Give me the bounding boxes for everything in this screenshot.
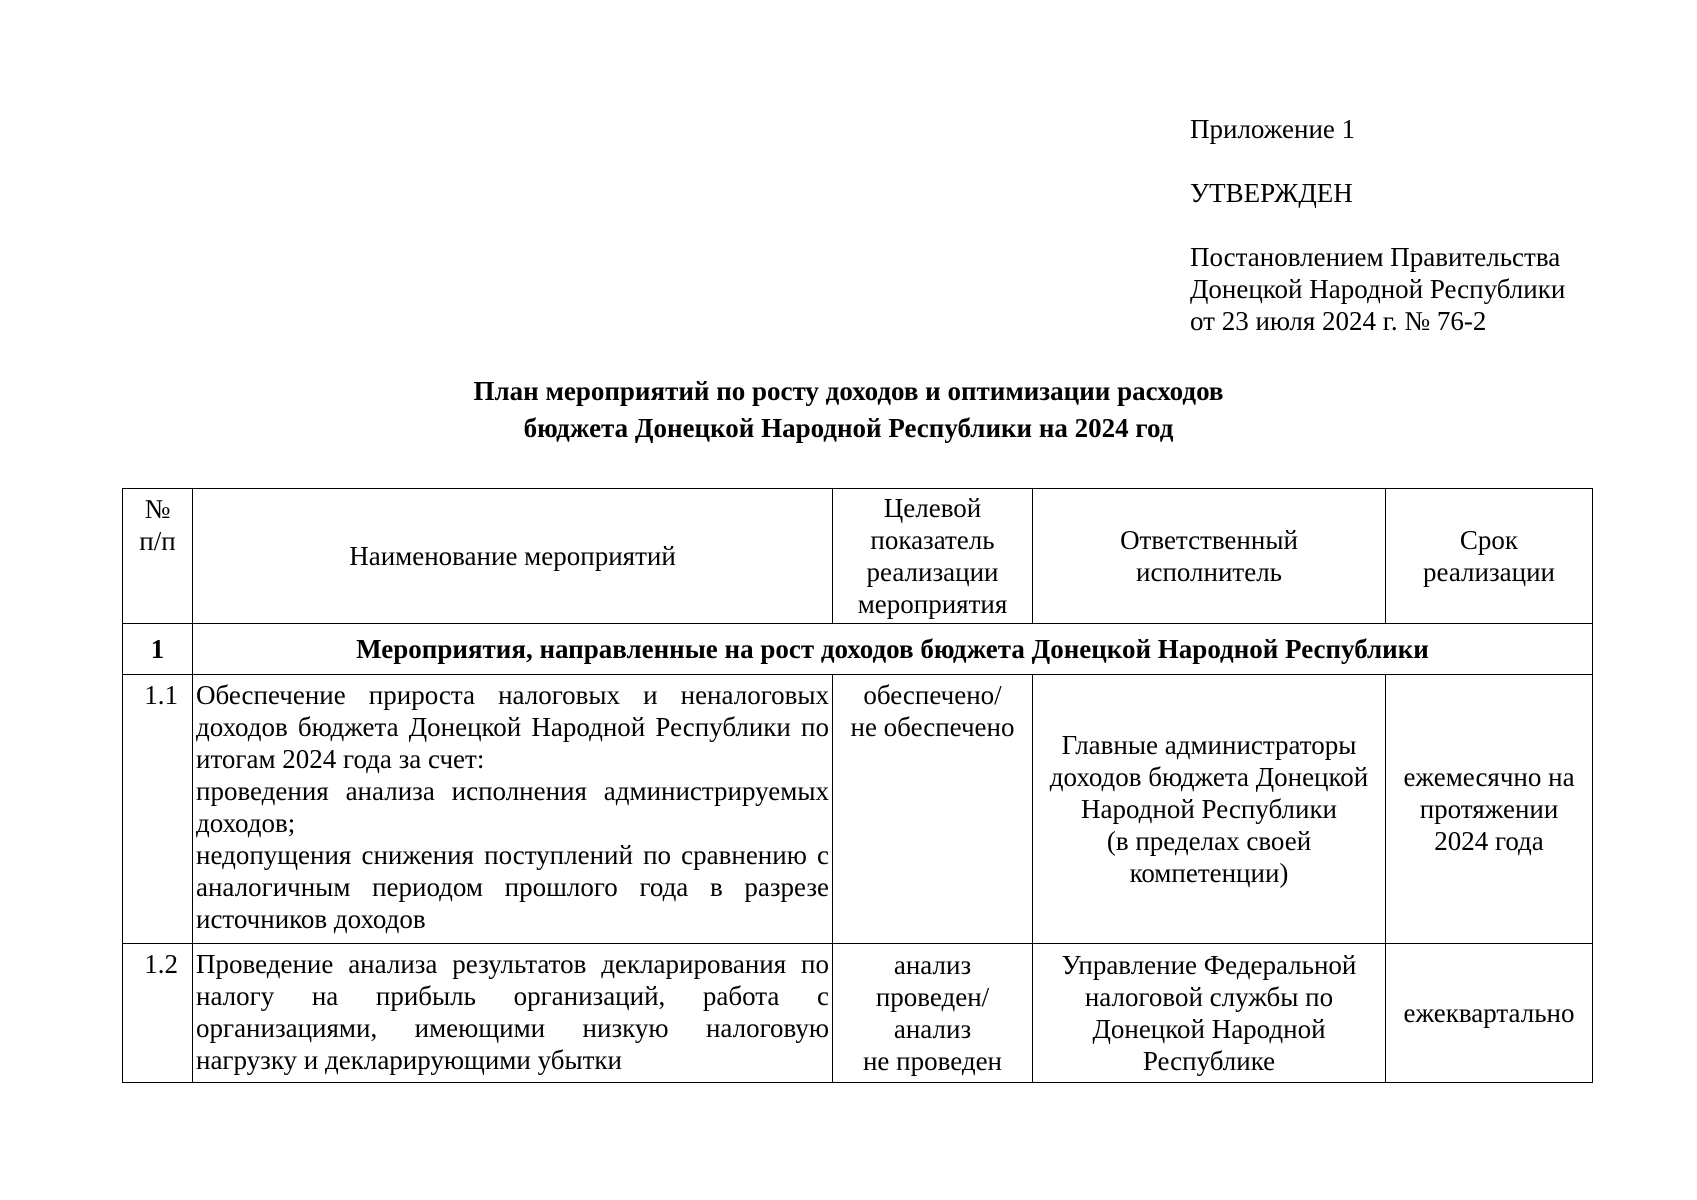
section-row — [123, 624, 1593, 675]
header-deadline: Срок реализации — [1386, 489, 1593, 624]
row-deadline: ежемесячно на протяжении 2024 года — [1386, 675, 1593, 944]
approval-line: Постановлением Правительства — [1190, 242, 1561, 272]
title-line: бюджета Донецкой Народной Республики на 2024 год — [523, 413, 1174, 443]
row-deadline: ежеквартально — [1386, 944, 1593, 1083]
row-target: обеспечено/ не обеспечено — [833, 675, 1033, 944]
header-responsible: Ответственный исполнитель — [1033, 489, 1386, 624]
row-responsible: Управление Федеральной налоговой службы по Донецкой Народной Республике — [1033, 944, 1386, 1083]
approval-line: Донецкой Народной Республики — [1190, 274, 1566, 304]
plan-table — [122, 488, 1593, 1083]
row-target: анализ проведен/ анализ не проведен — [833, 944, 1033, 1083]
document-title — [0, 373, 1697, 447]
table-row — [123, 675, 1593, 944]
section-num: 1 — [123, 624, 193, 675]
annex-block — [1190, 113, 1565, 337]
row-responsible: Главные администраторы доходов бюджета Донецкой Народной Республики (в пределах своей компетенции) — [1033, 675, 1386, 944]
table-header-row — [123, 489, 1593, 624]
section-title: Мероприятия, направленные на рост доходов бюджета Донецкой Народной Республики — [193, 624, 1593, 675]
header-target: Целевой показатель реализации мероприятия — [833, 489, 1033, 624]
row-name: Проведение анализа результатов декларирования по налогу на прибыль организаций, работа с организациями, имеющими низкую налоговую нагрузку и декларирующими убытки — [193, 944, 833, 1083]
header-name: Наименование мероприятий — [193, 489, 833, 624]
row-name: Обеспечение прироста налоговых и неналоговых доходов бюджета Донецкой Народной Республики по итогам 2024 года за счет: проведения анализа исполнения администрируемых доходов; недопущения снижения поступлений по сравнению с аналогичным периодом прошлого года в разрезе источников доходов — [193, 675, 833, 944]
row-num: 1.2 — [123, 944, 193, 1083]
approval-line: от 23 июля 2024 г. № 76-2 — [1190, 306, 1487, 336]
row-num: 1.1 — [123, 675, 193, 944]
approved-stamp: УТВЕРЖДЕН — [1190, 178, 1353, 208]
title-line: План мероприятий по росту доходов и оптимизации расходов — [473, 376, 1224, 406]
header-num: № п/п — [123, 489, 193, 624]
annex-number: Приложение 1 — [1190, 114, 1356, 144]
table-row — [123, 944, 1593, 1083]
